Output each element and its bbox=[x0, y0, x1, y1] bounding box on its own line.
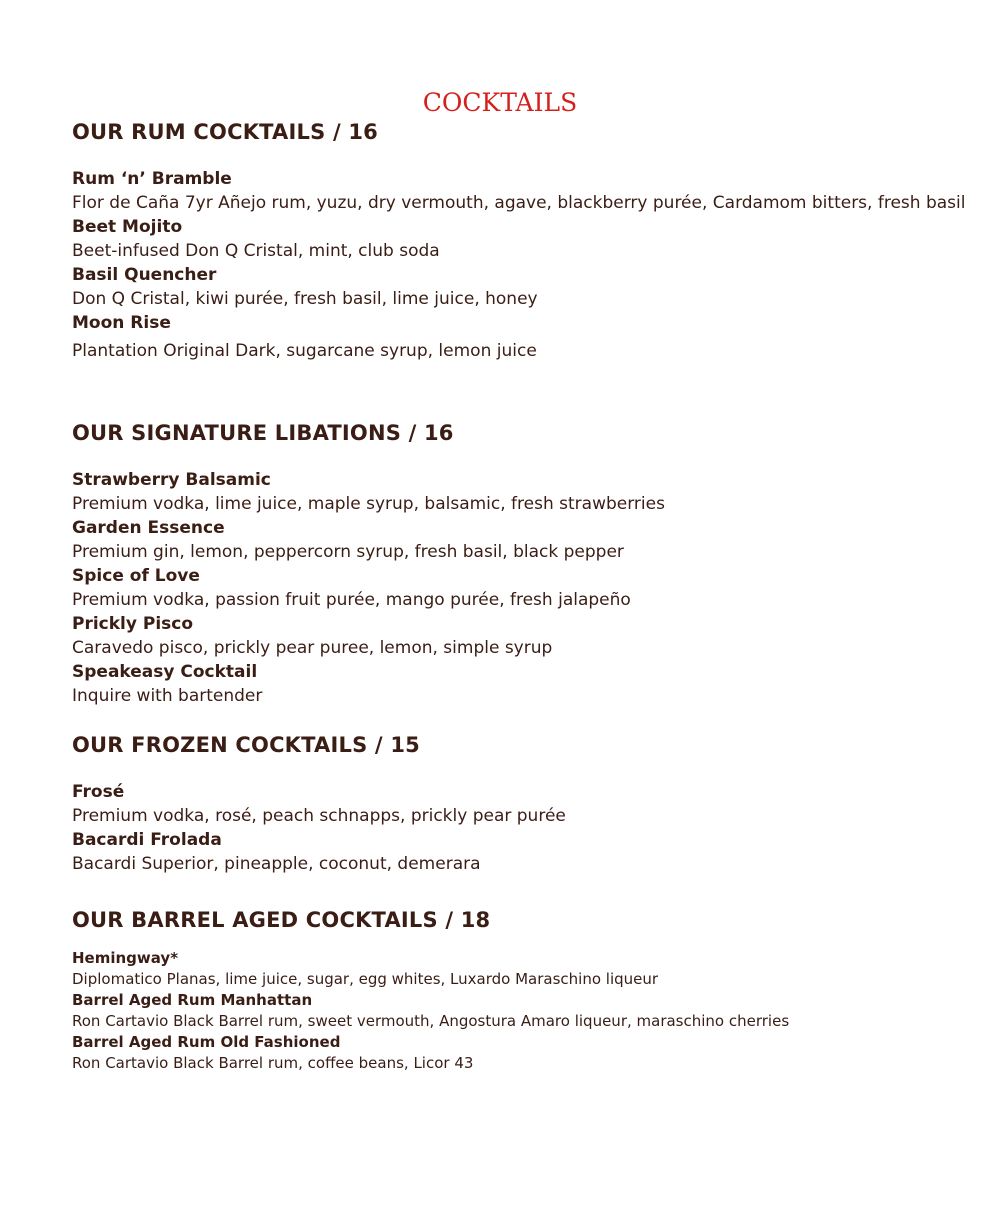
item-description: Diplomatico Planas, lime juice, sugar, egg whites, Luxardo Maraschino liqueur bbox=[72, 970, 659, 988]
item-description: Bacardi Superior, pineapple, coconut, demerara bbox=[72, 854, 481, 874]
section-heading: OUR RUM COCKTAILS / 16 bbox=[72, 120, 378, 144]
section-frozen-cocktails bbox=[72, 731, 972, 876]
item-name: Barrel Aged Rum Manhattan bbox=[72, 991, 313, 1009]
item-description: Plantation Original Dark, sugarcane syrup, lemon juice bbox=[72, 341, 537, 361]
section-signature-libations bbox=[72, 419, 972, 708]
item-description: Don Q Cristal, kiwi purée, fresh basil, lime juice, honey bbox=[72, 289, 538, 309]
section-heading: OUR SIGNATURE LIBATIONS / 16 bbox=[72, 421, 454, 445]
section-rum-cocktails bbox=[72, 118, 972, 363]
section-barrel-aged-cocktails bbox=[72, 906, 972, 1074]
item-name: Strawberry Balsamic bbox=[72, 470, 271, 490]
menu-title: COCKTAILS bbox=[422, 88, 578, 117]
item-list bbox=[72, 780, 972, 876]
item-description: Premium vodka, lime juice, maple syrup, balsamic, fresh strawberries bbox=[72, 494, 665, 514]
item-name: Speakeasy Cocktail bbox=[72, 662, 258, 682]
item-name: Moon Rise bbox=[72, 313, 171, 333]
item-description: Beet-infused Don Q Cristal, mint, club soda bbox=[72, 241, 440, 261]
item-name: Hemingway* bbox=[72, 949, 179, 967]
item-name: Barrel Aged Rum Old Fashioned bbox=[72, 1033, 341, 1051]
item-description: Ron Cartavio Black Barrel rum, coffee beans, Licor 43 bbox=[72, 1054, 474, 1072]
item-name: Basil Quencher bbox=[72, 265, 217, 285]
item-name: Beet Mojito bbox=[72, 217, 183, 237]
item-name: Rum ‘n’ Bramble bbox=[72, 169, 232, 189]
item-name: Prickly Pisco bbox=[72, 614, 194, 634]
item-description: Flor de Caña 7yr Añejo rum, yuzu, dry vermouth, agave, blackberry purée, Cardamom bitters, fresh basil bbox=[72, 193, 966, 213]
item-name: Garden Essence bbox=[72, 518, 225, 538]
item-description: Premium vodka, rosé, peach schnapps, prickly pear purée bbox=[72, 806, 566, 826]
section-heading: OUR FROZEN COCKTAILS / 15 bbox=[72, 733, 420, 757]
item-description: Premium vodka, passion fruit purée, mango purée, fresh jalapeño bbox=[72, 590, 631, 610]
item-description: Inquire with bartender bbox=[72, 686, 263, 706]
item-list bbox=[72, 468, 972, 708]
item-description: Caravedo pisco, prickly pear puree, lemon, simple syrup bbox=[72, 638, 553, 658]
section-heading: OUR BARREL AGED COCKTAILS / 18 bbox=[72, 908, 491, 932]
item-name: Bacardi Frolada bbox=[72, 830, 222, 850]
item-list bbox=[72, 167, 972, 363]
item-description: Premium gin, lemon, peppercorn syrup, fresh basil, black pepper bbox=[72, 542, 624, 562]
item-name: Frosé bbox=[72, 782, 125, 802]
item-description: Ron Cartavio Black Barrel rum, sweet vermouth, Angostura Amaro liqueur, maraschino cherries bbox=[72, 1012, 790, 1030]
item-list bbox=[72, 948, 972, 1074]
item-name: Spice of Love bbox=[72, 566, 200, 586]
